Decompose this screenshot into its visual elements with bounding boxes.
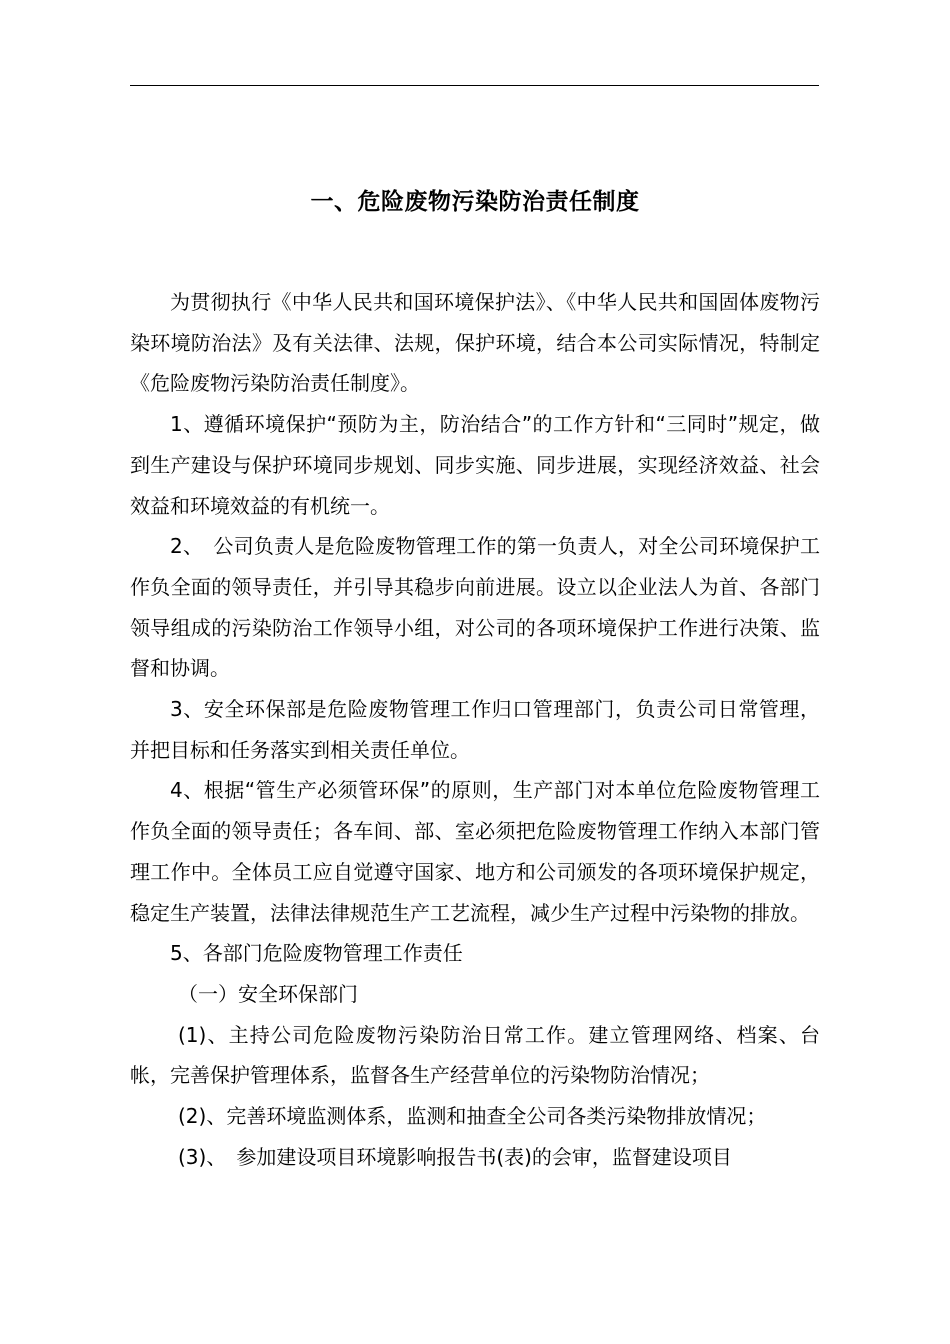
paragraph-item-5: 5、各部门危险废物管理工作责任	[170, 941, 463, 966]
paragraph-sub-1: (1)、主持公司危险废物污染防治日常工作。建立管理网络、档案、台帐，完善保护管理体系，监督各生产经营单位的污染物防治情况；	[130, 1022, 820, 1088]
paragraph-sub-2: (2)、完善环境监测体系，监测和抽查全公司各类污染物排放情况；	[178, 1104, 767, 1129]
paragraph-preamble: 为贯彻执行《中华人民共和国环境保护法》、《中华人民共和国固体废物污染环境防治法》及有关法律、法规，保护环境，结合本公司实际情况，特制定《危险废物污染防治责任制度》。	[130, 290, 820, 396]
paragraph-item-2: 2、 公司负责人是危险废物管理工作的第一负责人，对全公司环境保护工作负全面的领导责任，并引导其稳步向前进展。设立以企业法人为首、各部门领导组成的污染防治工作领导小组，对公司的各项环境保护工作进行决策、监督和协调。	[130, 534, 820, 681]
document-title: 一、危险废物污染防治责任制度	[310, 189, 640, 215]
paragraph-sub-3: (3)、 参加建设项目环境影响报告书(表)的会审，监督建设项目	[178, 1144, 732, 1169]
header-rule	[130, 85, 819, 86]
document-body	[130, 282, 820, 1177]
subsection-heading: （一）安全环保部门	[178, 981, 358, 1006]
paragraph-item-4: 4、根据“管生产必须管环保”的原则，生产部门对本单位危险废物管理工作负全面的领导责任；各车间、部、室必须把危险废物管理工作纳入本部门管理工作中。全体员工应自觉遵守国家、地方和公司颁发的各项环境保护规定，稳定生产装置，法律法律规范生产工艺流程，减少生产过程中污染物的排放。	[130, 778, 820, 925]
paragraph-item-3: 3、安全环保部是危险废物管理工作归口管理部门，负责公司日常管理，并把目标和任务落实到相关责任单位。	[130, 697, 820, 762]
paragraph-item-1: 1、遵循环境保护“预防为主，防治结合”的工作方针和“三同时”规定，做到生产建设与保护环境同步规划、同步实施、同步进展，实现经济效益、社会效益和环境效益的有机统一。	[130, 412, 820, 518]
